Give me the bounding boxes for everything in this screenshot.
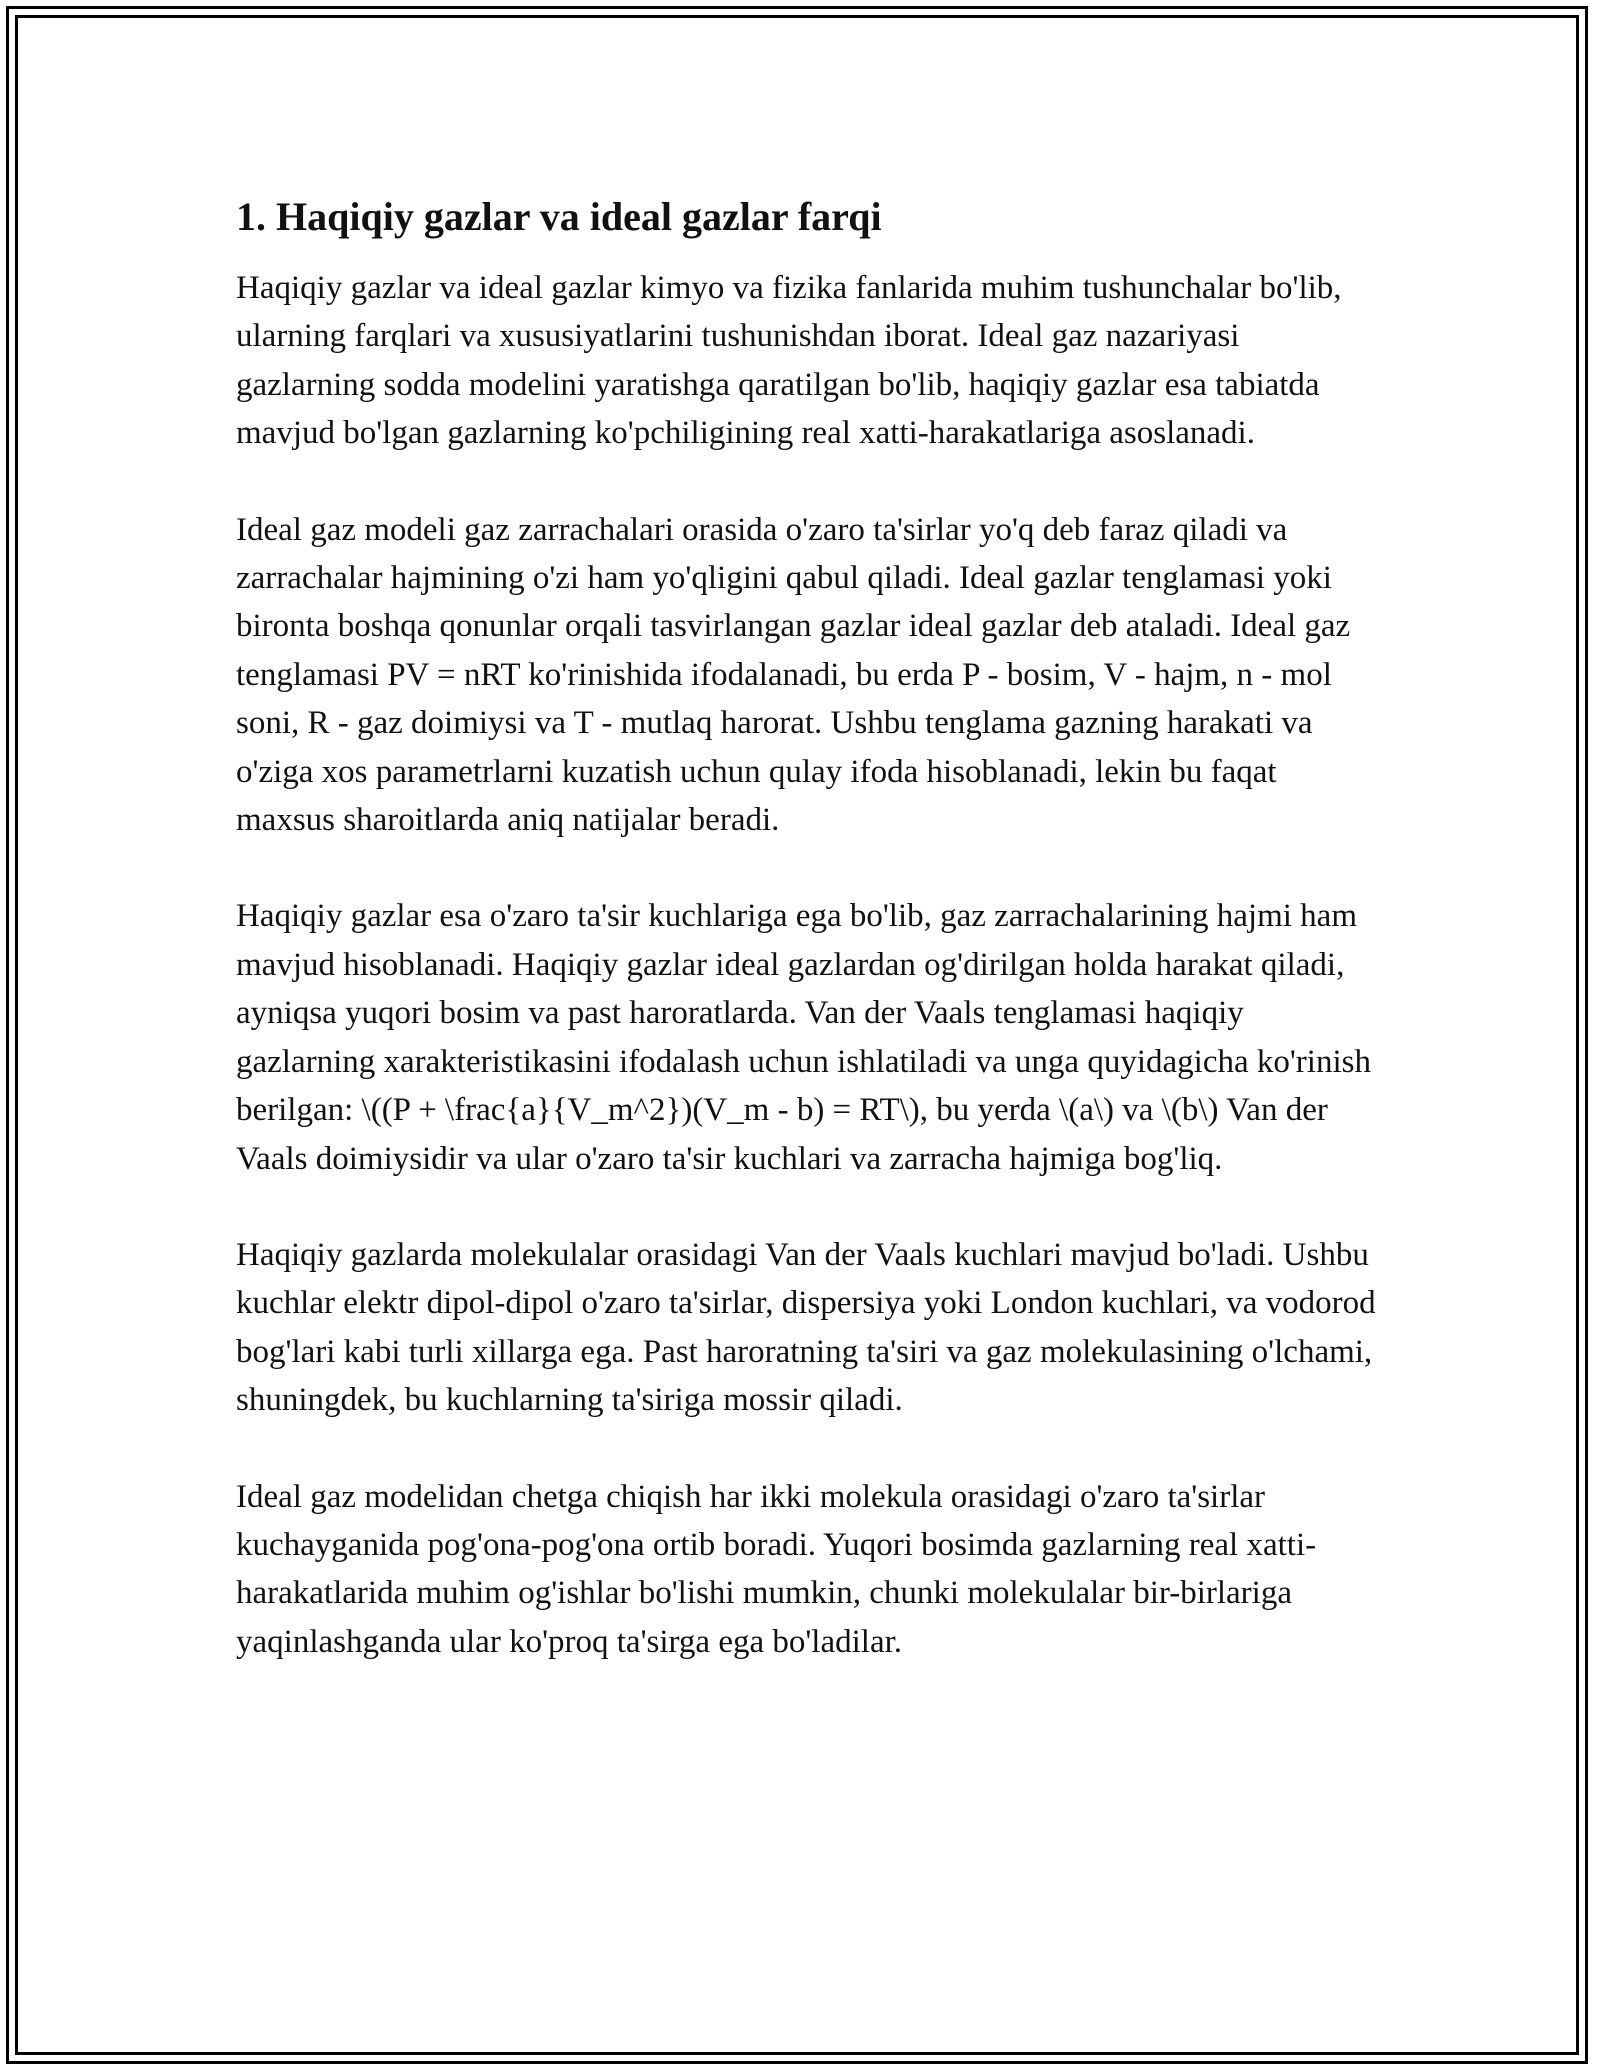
- section-heading: 1. Haqiqiy gazlar va ideal gazlar farqi: [236, 194, 882, 239]
- paragraph-4: Haqiqiy gazlarda molekulalar orasidagi Van der Vaals kuchlari mavjud bo'ladi. Ushbu kuchlar elektr dipol-dipol o'zaro ta'sirlar, dispersiya yoki London kuchlari, va vodorod bog'lari kabi turli xillarga ega. Past haroratning ta'siri va gaz molekulasining o'lchami, shuningdek, bu kuchlarning ta'siriga mossir qiladi.: [236, 1236, 1376, 1419]
- paragraph-3: Haqiqiy gazlar esa o'zaro ta'sir kuchlariga ega bo'lib, gaz zarrachalarining hajmi ham mavjud hisoblanadi. Haqiqiy gazlar ideal gazlardan og'dirilgan holda harakat qiladi, ayniqsa yuqori bosim va past haroratlarda. Van der Vaals tenglamasi haqiqiy gazlarning xarakteristikasini ifodalash uchun ishlatiladi va unga quyidagicha ko'rinish berilgan: \((P + \frac{a}{V_m^2})(V_m - b) = RT\), bu yerda \(a\) va \(b\) Van der Vaals doimiysidir va ular o'zaro ta'sir kuchlari va zarracha hajmiga bog'liq.: [236, 898, 1371, 1177]
- paragraph-5: Ideal gaz modelidan chetga chiqish har ikki molekula orasidagi o'zaro ta'sirlar kuchayganida pog'ona-pog'ona ortib boradi. Yuqori bosimda gazlarning real xatti-harakatlarida muhim og'ishlar bo'lishi mumkin, chunki molekulalar bir-birlariga yaqinlashganda ular ko'proq ta'sirga ega bo'ladilar.: [236, 1478, 1317, 1660]
- paragraph-1: Haqiqiy gazlar va ideal gazlar kimyo va fizika fanlarida muhim tushunchalar bo'lib, ularning farqlari va xususiyatlarini tushunishdan iborat. Ideal gaz nazariyasi gazlarning sodda modelini yaratishga qaratilgan bo'lib, haqiqiy gazlar esa tabiatda mavjud bo'lgan gazlarning ko'pchiligining real xatti-harakatlariga asoslanadi.: [236, 270, 1342, 452]
- paragraph-2: Ideal gaz modeli gaz zarrachalari orasida o'zaro ta'sirlar yo'q deb faraz qiladi va zarrachalar hajmining o'zi ham yo'qligini qabul qiladi. Ideal gazlar tenglamasi yoki bironta boshqa qonunlar orqali tasvirlangan gazlar ideal gazlar deb ataladi. Ideal gaz tenglamasi PV = nRT ko'rinishida ifodalanadi, bu erda P - bosim, V - hajm, n - mol soni, R - gaz doimiysi va T - mutlaq harorat. Ushbu tenglama gazning harakati va o'ziga xos parametrlarni kuzatish uchun qulay ifoda hisoblanadi, lekin bu faqat maxsus sharoitlarda aniq natijalar beradi.: [236, 511, 1351, 839]
- document-body: [236, 182, 1376, 1714]
